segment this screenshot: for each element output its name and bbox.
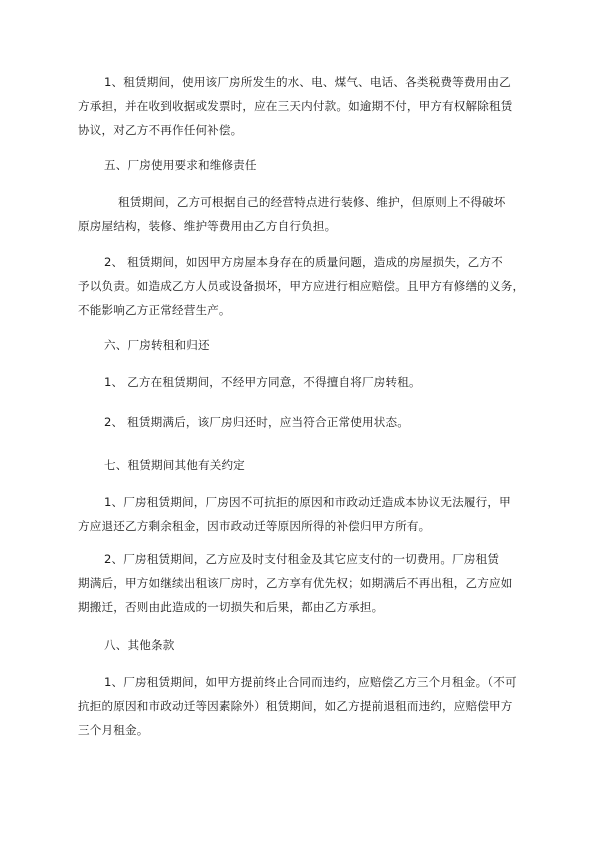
text-line: 2、厂房租赁期间，乙方应及时支付租金及其它应支付的一切费用。厂房租赁	[104, 552, 500, 566]
text-line: 抗拒的原因和市政动迁等因素除外）租赁期间，如乙方提前退租而违约，应赔偿甲方	[78, 699, 513, 713]
paragraph-quality	[78, 250, 528, 322]
text-line: 期搬迁，否则由此造成的一切损失和后果，都由乙方承担。	[78, 600, 384, 614]
text-line: 1、租赁期间，使用该厂房所发生的水、电、煤气、电话、各类税费等费用由乙	[104, 75, 511, 89]
paragraph-sublet	[78, 370, 528, 394]
text-line: 1、厂房租赁期间，厂房因不可抗拒的原因和市政动迁造成本协议无法履行，甲	[104, 495, 511, 509]
text-line: 三个月租金。	[78, 723, 149, 737]
text-line: 协议，对乙方不再作任何补偿。	[78, 123, 243, 137]
paragraph-fees	[78, 547, 528, 619]
section-heading-5: 五、厂房使用要求和维修责任	[104, 158, 257, 172]
paragraph-early-termination	[78, 670, 528, 742]
paragraph-force-majeure	[78, 490, 528, 538]
text-line: 期满后，甲方如继续出租该厂房时，乙方享有优先权；如期满后不再出租，乙方应如	[78, 576, 513, 590]
paragraph-return	[78, 410, 528, 434]
text-line: 予以负责。如造成乙方人员或设备损坏，甲方应进行相应赔偿。且甲方有修缮的义务，	[78, 279, 525, 293]
section-heading-6: 六、厂房转租和归还	[104, 338, 210, 352]
paragraph-utilities	[78, 70, 528, 142]
paragraph-renovation	[78, 190, 528, 238]
text-line: 租赁期间，乙方可根据自己的经营特点进行装修、维护，但原则上不得破坏	[118, 195, 506, 209]
text-line: 2、 租赁期满后，该厂房归还时，应当符合正常使用状态。	[104, 415, 409, 429]
text-line: 方承担，并在收到收据或发票时，应在三天内付款。如逾期不付，甲方有权解除租赁	[78, 99, 513, 113]
section-heading-7: 七、租赁期间其他有关约定	[104, 458, 245, 472]
section-heading-8: 八、其他条款	[104, 638, 175, 652]
text-line: 1、厂房租赁期间，如甲方提前终止合同而违约，应赔偿乙方三个月租金。（不可	[104, 675, 517, 689]
text-line: 方应退还乙方剩余租金，因市政动迁等原因所得的补偿归甲方所有。	[78, 519, 431, 533]
text-line: 1、 乙方在租赁期间，不经甲方同意，不得擅自将厂房转租。	[104, 375, 421, 389]
text-line: 不能影响乙方正常经营生产。	[78, 303, 231, 317]
text-line: 原房屋结构，装修、维护等费用由乙方自行负担。	[78, 219, 337, 233]
text-line: 2、 租赁期间，如因甲方房屋本身存在的质量问题，造成的房屋损失，乙方不	[104, 255, 503, 269]
